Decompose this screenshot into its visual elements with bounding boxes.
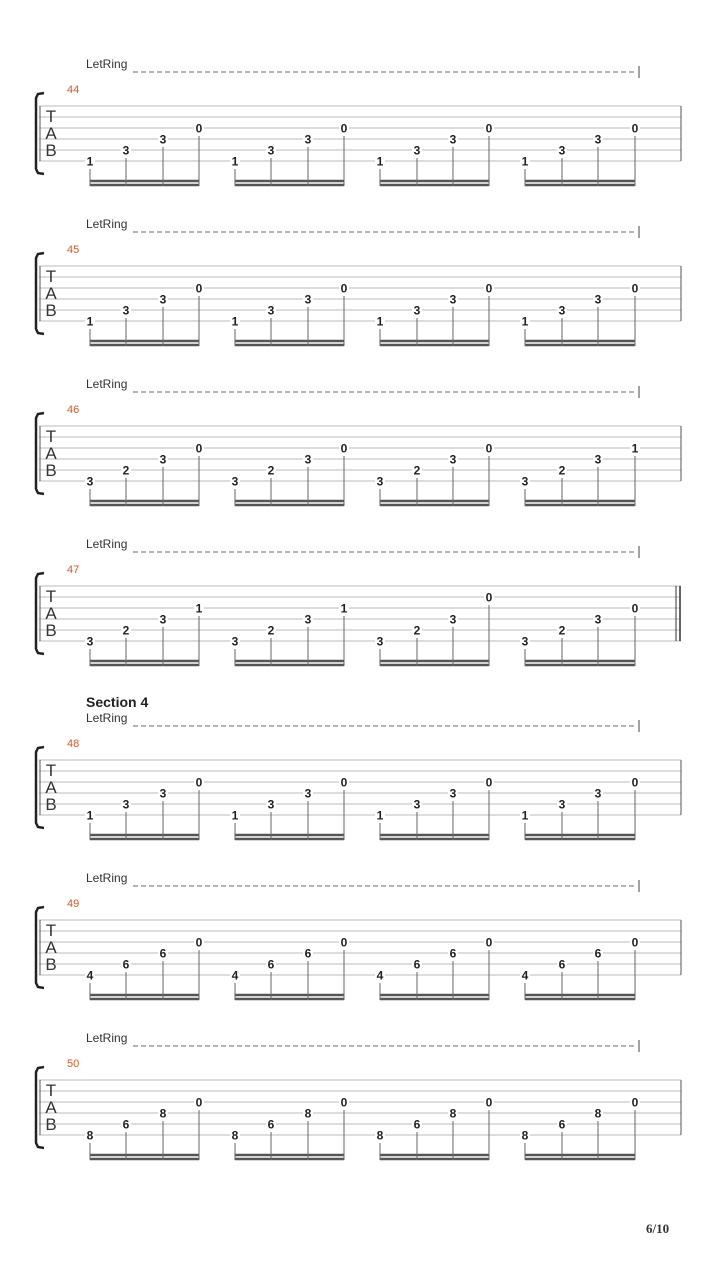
- tab-clef-a: A: [45, 284, 57, 303]
- fret-number: 1: [631, 441, 639, 456]
- fret-number: 3: [304, 292, 312, 307]
- fret-number: 3: [122, 303, 130, 318]
- fret-number: 3: [594, 786, 602, 801]
- section-label: Section 4: [86, 694, 149, 710]
- fret-number: 3: [594, 292, 602, 307]
- fret-number: 3: [267, 303, 275, 318]
- fret-number: 0: [195, 121, 203, 136]
- fret-number: 3: [86, 474, 94, 489]
- fret-number: 3: [413, 303, 421, 318]
- fret-number: 8: [231, 1128, 239, 1143]
- fret-number: 0: [631, 281, 639, 296]
- tab-system-47: [36, 537, 681, 666]
- fret-number: 3: [267, 797, 275, 812]
- fret-number: 3: [159, 132, 167, 147]
- tab-clef-b: B: [45, 795, 57, 814]
- fret-number: 4: [86, 968, 94, 983]
- tab-clef-a: A: [45, 444, 57, 463]
- fret-number: 0: [340, 281, 348, 296]
- tab-system-49: [36, 871, 681, 1000]
- fret-number: 2: [413, 463, 421, 478]
- fret-number: 8: [86, 1128, 94, 1143]
- fret-number: 8: [449, 1106, 457, 1121]
- fret-number: 6: [267, 1117, 275, 1132]
- fret-number: 0: [195, 281, 203, 296]
- tab-system-44: [36, 57, 681, 186]
- fret-number: 3: [376, 634, 384, 649]
- measure-number: 49: [67, 898, 80, 910]
- tab-system-48: [36, 711, 681, 840]
- fret-number: 0: [485, 1095, 493, 1110]
- fret-number: 6: [413, 1117, 421, 1132]
- fret-number: 3: [304, 452, 312, 467]
- fret-number: 3: [304, 786, 312, 801]
- tab-clef-b: B: [45, 301, 57, 320]
- fret-number: 0: [485, 121, 493, 136]
- let-ring-label: LetRing: [86, 1031, 128, 1045]
- tab-clef-t: T: [45, 587, 57, 606]
- fret-number: 3: [122, 143, 130, 158]
- tab-clef-t: T: [45, 427, 57, 446]
- fret-number: 3: [159, 612, 167, 627]
- fret-number: 3: [449, 786, 457, 801]
- let-ring-label: LetRing: [86, 871, 128, 885]
- fret-number: 3: [594, 452, 602, 467]
- fret-number: 3: [159, 292, 167, 307]
- fret-number: 3: [558, 797, 566, 812]
- measure-number: 46: [67, 404, 80, 416]
- fret-number: 0: [195, 1095, 203, 1110]
- fret-number: 2: [267, 623, 275, 638]
- fret-number: 1: [521, 808, 529, 823]
- tab-clef-t: T: [45, 107, 57, 126]
- tab-clef-t: T: [45, 1081, 57, 1100]
- fret-number: 2: [267, 463, 275, 478]
- fret-number: 0: [195, 775, 203, 790]
- fret-number: 2: [558, 463, 566, 478]
- fret-number: 6: [413, 957, 421, 972]
- fret-number: 8: [521, 1128, 529, 1143]
- fret-number: 6: [122, 957, 130, 972]
- fret-number: 8: [376, 1128, 384, 1143]
- tab-clef-b: B: [45, 461, 57, 480]
- fret-number: 0: [195, 441, 203, 456]
- fret-number: 1: [340, 601, 348, 616]
- tab-clef-t: T: [45, 267, 57, 286]
- tab-clef-b: B: [45, 955, 57, 974]
- tab-clef-t: T: [45, 921, 57, 940]
- fret-number: 3: [122, 797, 130, 812]
- let-ring-label: LetRing: [86, 377, 128, 391]
- fret-number: 1: [86, 808, 94, 823]
- fret-number: 3: [594, 132, 602, 147]
- fret-number: 6: [159, 946, 167, 961]
- fret-number: 3: [558, 303, 566, 318]
- tab-system-45: [36, 217, 681, 346]
- fret-number: 3: [449, 292, 457, 307]
- fret-number: 1: [86, 314, 94, 329]
- fret-number: 3: [449, 132, 457, 147]
- fret-number: 2: [122, 463, 130, 478]
- fret-number: 0: [340, 775, 348, 790]
- tab-clef-a: A: [45, 938, 57, 957]
- tab-clef-a: A: [45, 124, 57, 143]
- let-ring-label: LetRing: [86, 217, 128, 231]
- fret-number: 0: [340, 935, 348, 950]
- fret-number: 0: [485, 775, 493, 790]
- fret-number: 3: [86, 634, 94, 649]
- measure-number: 47: [67, 564, 80, 576]
- fret-number: 3: [231, 634, 239, 649]
- fret-number: 3: [267, 143, 275, 158]
- fret-number: 3: [376, 474, 384, 489]
- fret-number: 6: [558, 1117, 566, 1132]
- tab-clef-a: A: [45, 778, 57, 797]
- measure-number: 45: [67, 244, 80, 256]
- fret-number: 0: [195, 935, 203, 950]
- fret-number: 3: [231, 474, 239, 489]
- fret-number: 2: [122, 623, 130, 638]
- fret-number: 1: [195, 601, 203, 616]
- fret-number: 3: [304, 132, 312, 147]
- tab-clef-a: A: [45, 604, 57, 623]
- fret-number: 6: [558, 957, 566, 972]
- fret-number: 8: [159, 1106, 167, 1121]
- measure-number: 44: [67, 84, 80, 96]
- fret-number: 1: [376, 314, 384, 329]
- tab-clef-a: A: [45, 1098, 57, 1117]
- fret-number: 8: [594, 1106, 602, 1121]
- fret-number: 6: [594, 946, 602, 961]
- fret-number: 6: [122, 1117, 130, 1132]
- tab-system-50: [36, 1031, 681, 1160]
- fret-number: 8: [304, 1106, 312, 1121]
- tab-clef-t: T: [45, 761, 57, 780]
- fret-number: 1: [376, 808, 384, 823]
- fret-number: 3: [594, 612, 602, 627]
- fret-number: 6: [449, 946, 457, 961]
- fret-number: 0: [631, 1095, 639, 1110]
- tab-clef-b: B: [45, 1115, 57, 1134]
- fret-number: 0: [631, 775, 639, 790]
- let-ring-label: LetRing: [86, 57, 128, 71]
- fret-number: 0: [485, 935, 493, 950]
- let-ring-label: LetRing: [86, 537, 128, 551]
- fret-number: 0: [631, 935, 639, 950]
- fret-number: 2: [413, 623, 421, 638]
- measure-number: 48: [67, 738, 80, 750]
- fret-number: 1: [376, 154, 384, 169]
- page-number: 6/10: [646, 1221, 670, 1236]
- tab-system-46: [36, 377, 681, 506]
- fret-number: 3: [558, 143, 566, 158]
- fret-number: 4: [376, 968, 384, 983]
- fret-number: 2: [558, 623, 566, 638]
- let-ring-label: LetRing: [86, 711, 128, 725]
- fret-number: 1: [231, 808, 239, 823]
- fret-number: 1: [86, 154, 94, 169]
- fret-number: 1: [521, 314, 529, 329]
- fret-number: 3: [521, 474, 529, 489]
- fret-number: 3: [159, 786, 167, 801]
- fret-number: 0: [340, 121, 348, 136]
- fret-number: 3: [413, 143, 421, 158]
- fret-number: 6: [267, 957, 275, 972]
- fret-number: 3: [413, 797, 421, 812]
- fret-number: 3: [304, 612, 312, 627]
- fret-number: 0: [340, 1095, 348, 1110]
- fret-number: 0: [485, 441, 493, 456]
- measure-number: 50: [67, 1058, 80, 1070]
- fret-number: 0: [631, 601, 639, 616]
- fret-number: 0: [631, 121, 639, 136]
- fret-number: 4: [231, 968, 239, 983]
- tab-clef-b: B: [45, 621, 57, 640]
- tab-clef-b: B: [45, 141, 57, 160]
- fret-number: 0: [485, 590, 493, 605]
- fret-number: 4: [521, 968, 529, 983]
- fret-number: 3: [449, 612, 457, 627]
- fret-number: 1: [231, 154, 239, 169]
- fret-number: 6: [304, 946, 312, 961]
- fret-number: 0: [340, 441, 348, 456]
- fret-number: 1: [231, 314, 239, 329]
- fret-number: 0: [485, 281, 493, 296]
- fret-number: 3: [159, 452, 167, 467]
- fret-number: 3: [449, 452, 457, 467]
- fret-number: 1: [521, 154, 529, 169]
- fret-number: 3: [521, 634, 529, 649]
